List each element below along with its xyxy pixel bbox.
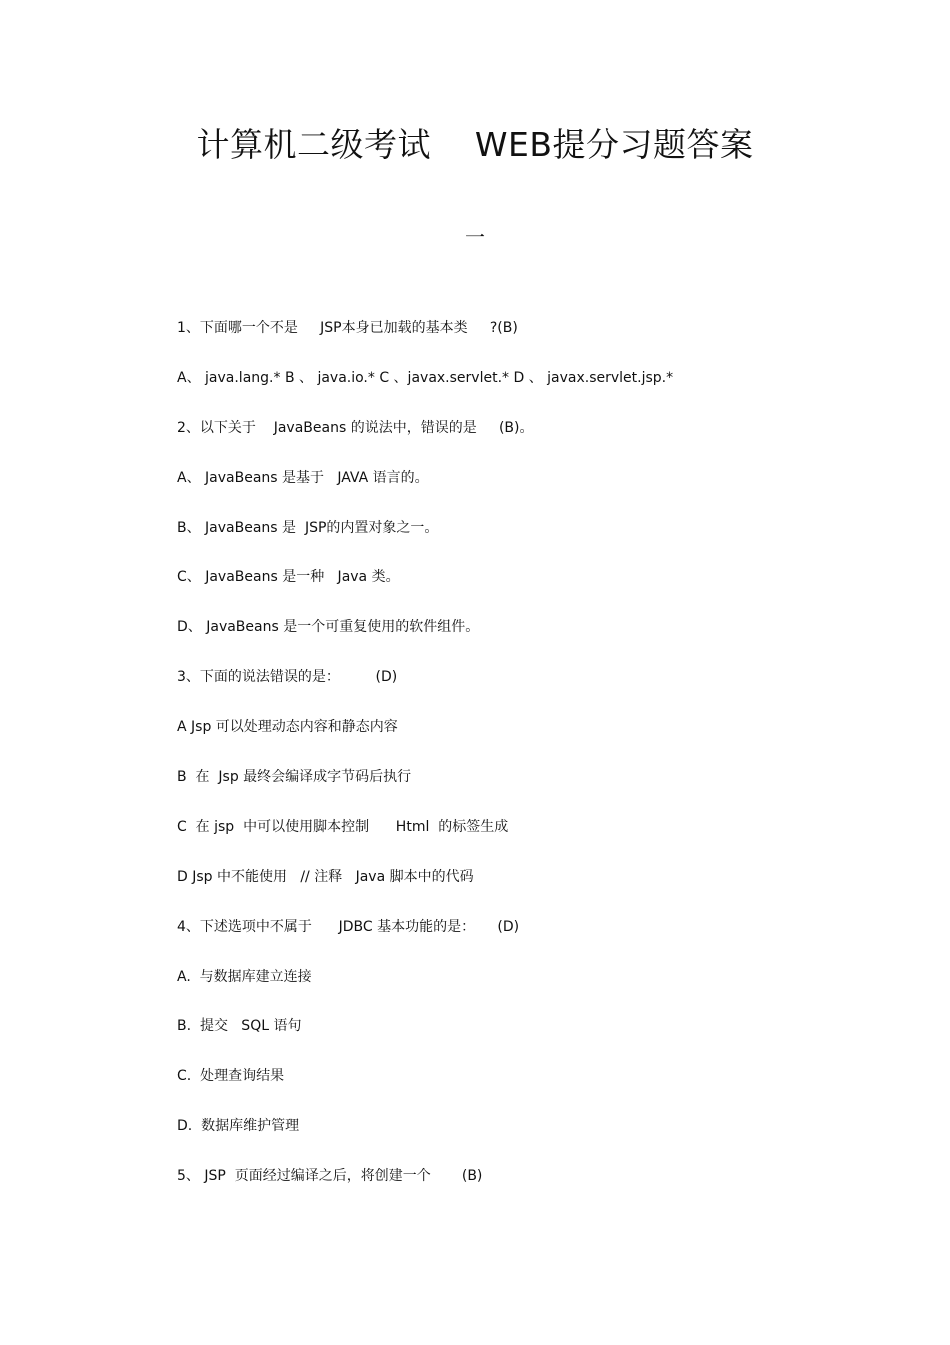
option-line: A、 java.lang.* B 、 java.io.* C 、javax.servlet.* D 、 javax.servlet.jsp.* xyxy=(177,369,674,386)
option-line: A Jsp 可以处理动态内容和静态内容 xyxy=(177,719,398,736)
question-line: 5、 JSP 页面经过编译之后，将创建一个 (B) xyxy=(177,1168,483,1185)
section-heading: 一 xyxy=(465,225,485,249)
question-line: 2、以下关于 JavaBeans 的说法中，错误的是 (B)。 xyxy=(177,419,534,436)
option-line: A、 JavaBeans 是基于 JAVA 语言的。 xyxy=(177,469,429,486)
option-line: D. 数据库维护管理 xyxy=(177,1118,300,1135)
option-line: A. 与数据库建立连接 xyxy=(177,968,312,985)
option-line: B. 提交 SQL 语句 xyxy=(177,1018,302,1035)
question-line: 4、下述选项中不属于 JDBC 基本功能的是： (D) xyxy=(177,918,520,935)
option-line: D Jsp 中不能使用 // 注释 Java 脚本中的代码 xyxy=(177,868,474,885)
option-line: B、 JavaBeans 是 JSP的内置对象之一。 xyxy=(177,519,439,536)
option-line: D、 JavaBeans 是一个可重复使用的软件组件。 xyxy=(177,619,480,636)
option-line: C. 处理查询结果 xyxy=(177,1068,285,1085)
question-line: 3、下面的说法错误的是： (D) xyxy=(177,669,398,686)
option-line: C、 JavaBeans 是一种 Java 类。 xyxy=(177,569,400,586)
option-line: B 在 Jsp 最终会编译成字节码后执行 xyxy=(177,769,412,786)
document-title: 计算机二级考试 WEB提分习题答案 xyxy=(196,125,754,164)
option-line: C 在 jsp 中可以使用脚本控制 Html 的标签生成 xyxy=(177,818,509,835)
question-line: 1、下面哪一个不是 JSP本身已加载的基本类 ?(B) xyxy=(177,320,518,336)
question-list xyxy=(177,316,897,1214)
